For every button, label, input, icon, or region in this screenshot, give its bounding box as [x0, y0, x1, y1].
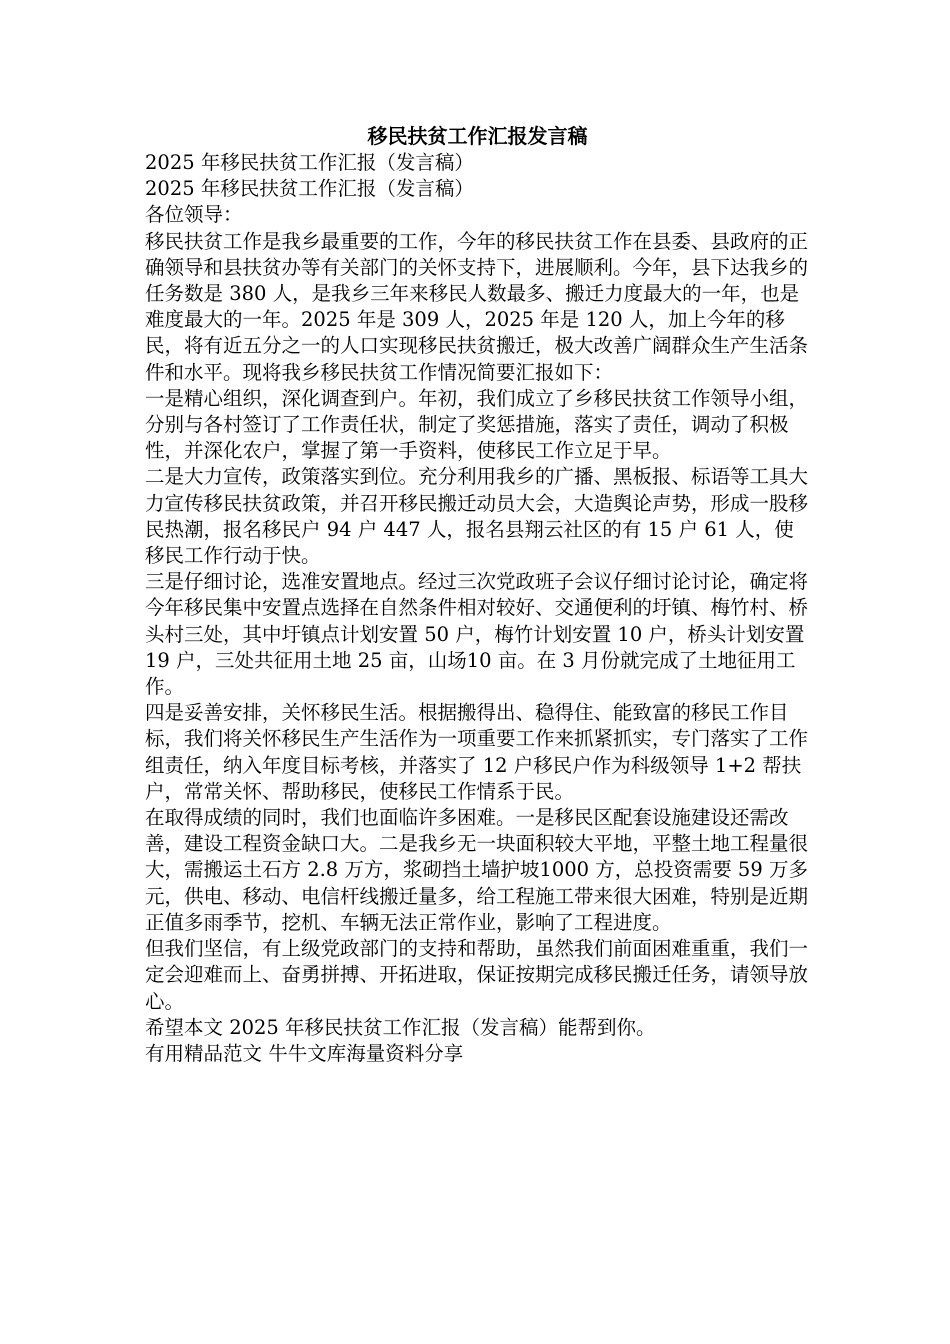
paragraph-point-four: 四是妥善安排，关怀移民生活。根据搬得出、稳得住、能致富的移民工作目标，我们将关怀移民生产生活作为一项重要工作来抓紧抓实，专门落实了工作组责任，纳入年度目标考核，并落实了 12 户移民户作为科级领导 1+2 帮扶户，常常关怀、帮助移民，使移民工作情系于民。 [145, 701, 809, 803]
subtitle-line-repeat: 2025 年移民扶贫工作汇报（发言稿） [145, 177, 474, 201]
footer-note: 有用精品范文 牛牛文库海量资料分享 [145, 1041, 464, 1065]
closing-note: 希望本文 2025 年移民扶贫工作汇报（发言稿）能帮到你。 [145, 1015, 656, 1039]
document-title: 移民扶贫工作汇报发言稿 [367, 124, 588, 148]
document-body [145, 122, 810, 1067]
paragraph-point-two: 二是大力宣传，政策落实到位。充分利用我乡的广播、黑板报、标语等工具大力宣传移民扶贫政策，并召开移民搬迁动员大会，大造舆论声势，形成一股移民热潮，报名移民户 94 户 447 人，报名县翔云社区的有 15 户 61 人，使移民工作行动于快。 [145, 465, 809, 568]
paragraph-conclusion: 但我们坚信，有上级党政部门的支持和帮助，虽然我们前面困难重重，我们一定会迎难而上、奋勇拼搏、开拓进取，保证按期完成移民搬迁任务，请领导放心。 [145, 937, 809, 1013]
paragraph-point-three: 三是仔细讨论，选准安置地点。经过三次党政班子会议仔细讨论讨论，确定将今年移民集中安置点选择在自然条件相对较好、交通便利的圩镇、梅竹村、桥头村三处，其中圩镇点计划安置 50 户，梅竹计划安置 10 户，桥头计划安置 19 户，三处共征用土地 25 亩，山场10 亩。在 3 月份就完成了土地征用工作。 [145, 570, 811, 699]
paragraph-intro: 移民扶贫工作是我乡最重要的工作，今年的移民扶贫工作在县委、县政府的正确领导和县扶贫办等有关部门的关怀支持下，进展顺利。今年，县下达我乡的任务数是 380 人，是我乡三年来移民人数最多、搬迁力度最大的一年，也是难度最大的一年。2025 年是 309 人，2025 年是 120 人，加上今年的移民，将有近五分之一的人口实现移民扶贫搬迁，极大改善广阔群众生产生活条件和水平。现将我乡移民扶贫工作情况简要汇报如下： [145, 229, 809, 384]
subtitle-line: 2025 年移民扶贫工作汇报（发言稿） [145, 151, 474, 174]
paragraph-point-one: 一是精心组织，深化调查到户。年初，我们成立了乡移民扶贫工作领导小组，分别与各村签订了工作责任状，制定了奖惩措施，落实了责任，调动了积极性，并深化农户，掌握了第一手资料，使移民工作立足于早。 [145, 386, 809, 463]
paragraph-difficulties: 在取得成绩的同时，我们也面临许多困难。一是移民区配套设施建设还需改善，建设工程资金缺口大。二是我乡无一块面积较大平地，平整土地工程量很大，需搬运土石方 2.8 万方，浆砌挡土墙护坡1000 方，总投资需要 59 万多元，供电、移动、电信杆线搬迁量多，给工程施工带来很大困难，特别是近期正值多雨季节，挖机、车辆无法正常作业，影响了工程进度。 [145, 806, 809, 934]
salutation: 各位领导： [145, 203, 243, 227]
